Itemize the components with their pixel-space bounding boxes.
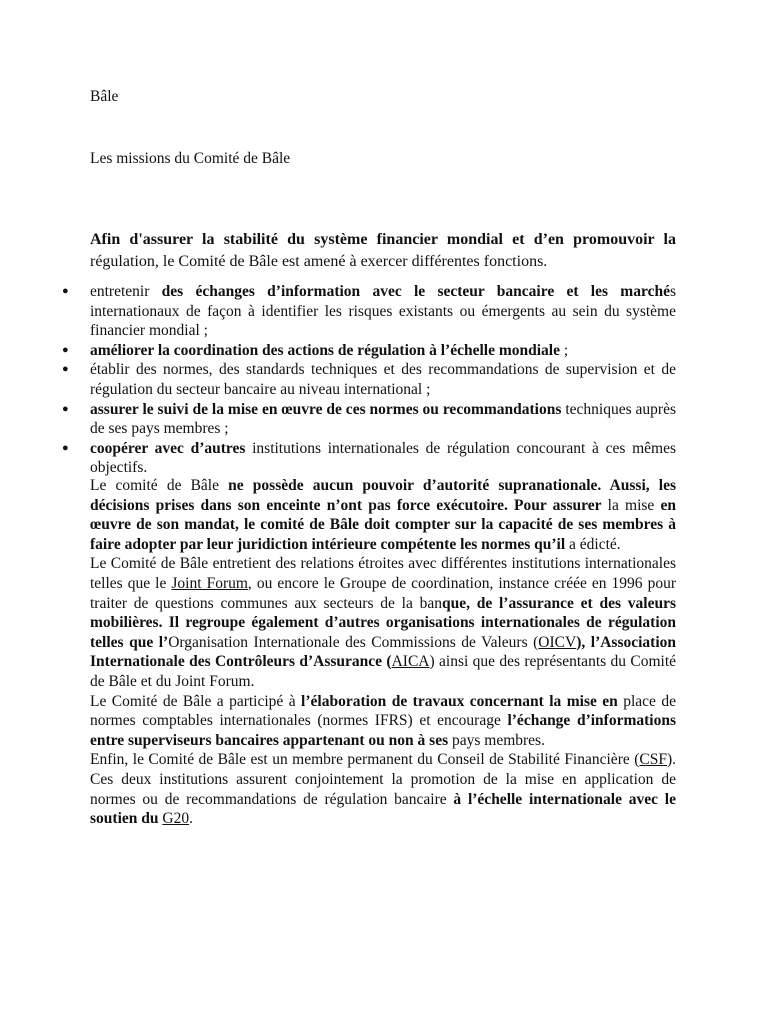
paragraph-text: , ou encore le Groupe de coordination, instance créée en 1996 pour traiter de questions communes aux secteurs de la ban [90, 574, 677, 612]
bullet-icon: ● [62, 363, 69, 376]
paragraph-text: Le Comité de Bâle entretient des relations étroites avec différentes institutions internationales telles que le [90, 555, 676, 592]
paragraph-ifrs [90, 692, 676, 751]
list-item-text: établir des normes, des standards techniques et des recommandations de supervision et de régulation du secteur bancaire au niveau international ; [90, 361, 676, 398]
intro-bold-text: Afin d'assurer la stabilité du système financier mondial et d’en promouvoir la [90, 231, 676, 248]
body-paragraphs [90, 476, 676, 829]
csf-link[interactable]: CSF [639, 751, 667, 769]
paragraph-text: Enfin, le Comité de Bâle est un membre permanent du Conseil de Stabilité Financière ( [90, 751, 640, 769]
paragraph-bold: l’échange d’informations entre superviseurs bancaires appartenant ou non à ses [90, 712, 676, 749]
bullet-icon: ● [62, 343, 69, 356]
list-item [62, 282, 676, 341]
paragraph-text: la mise [601, 496, 661, 514]
paragraph-bold: en œuvre de son mandat, le comité de Bâle doit compter sur la capacité de ses membres à faire adopter par leur juridiction intérieure compétente les normes qu’il [90, 496, 676, 553]
paragraph-text: ) ainsi que des représentants du Comité de Bâle et du Joint Forum. [90, 653, 677, 690]
list-item-text: institutions internationales de régulation concourant à ces mêmes objectifs. [90, 439, 676, 477]
paragraph-bold: que, de l’assurance et des valeurs mobilières. Il regroupe également d’autres organisations internationales de régulation telles que l’ [90, 594, 676, 651]
list-item-bold: améliorer la coordination des actions de régulation à l’échelle mondiale [90, 341, 560, 359]
section-heading: Les missions du Comité de Bâle [90, 150, 291, 167]
paragraph-bold: à l’échelle internationale avec le soutien du [90, 790, 676, 828]
paragraph-text: a édicté. [565, 535, 621, 553]
paragraph-bold: ), [576, 633, 591, 651]
bullet-icon: ● [62, 402, 69, 415]
intro-text: régulation, le Comité de Bâle est amené à exercer différentes fonctions. [90, 253, 548, 270]
list-item [62, 360, 676, 399]
paragraph-text: . [189, 810, 193, 828]
page-title: Bâle [90, 88, 119, 105]
list-item-bold: coopérer avec d’autres [90, 439, 246, 457]
missions-list [62, 282, 676, 478]
list-item [62, 439, 676, 478]
list-item-text: s internationaux de façon à identifier les risques existants ou émergents au sein du système financier mondial ; [90, 283, 676, 340]
oicv-link[interactable]: OICV [538, 633, 577, 651]
paragraph-text: Organisation Internationale des Commissions de Valeurs ( [168, 633, 539, 651]
paragraph-bold: ne possède aucun pouvoir d’autorité supranationale. Aussi, les décisions prises dans son enceinte n’ont pas force exécutoire. Pour assurer [90, 477, 676, 514]
list-item-text: entretenir [90, 283, 162, 300]
paragraph-text: place de normes comptables internationales (normes IFRS) et encourage [90, 692, 676, 730]
paragraph-csf [90, 750, 676, 828]
paragraph-bold: l’Association Internationale des Contrôleurs d’Assurance ( [90, 633, 677, 671]
list-item-bold: assurer le suivi de la mise en œuvre de ces normes ou recommandations [90, 400, 562, 418]
g20-link[interactable]: G20 [162, 810, 190, 828]
list-item [62, 400, 676, 439]
paragraph-authority [90, 476, 676, 554]
bullet-icon: ● [62, 441, 69, 454]
list-item [62, 341, 676, 361]
bullet-icon: ● [62, 285, 69, 297]
list-item-bold: des échanges d’information avec le secteur bancaire et les marché [161, 283, 670, 300]
intro-paragraph [90, 229, 676, 273]
list-item-text: techniques auprès de ses pays membres ; [90, 400, 676, 438]
list-item-text: ; [559, 341, 569, 359]
paragraph-text: pays membres. [448, 731, 545, 749]
paragraph-bold: l’élaboration de travaux concernant la mise en [301, 692, 618, 710]
aica-link[interactable]: AICA [391, 653, 430, 671]
joint-forum-link[interactable]: Joint Forum [171, 574, 248, 592]
paragraph-text: Le Comité de Bâle a participé à [90, 692, 302, 710]
paragraph-text: ). Ces deux institutions assurent conjointement la promotion de la mise en application de normes ou de recommandations de régulation bancaire [90, 751, 676, 808]
paragraph-text: Le comité de Bâle [90, 477, 229, 494]
paragraph-relations [90, 554, 676, 691]
